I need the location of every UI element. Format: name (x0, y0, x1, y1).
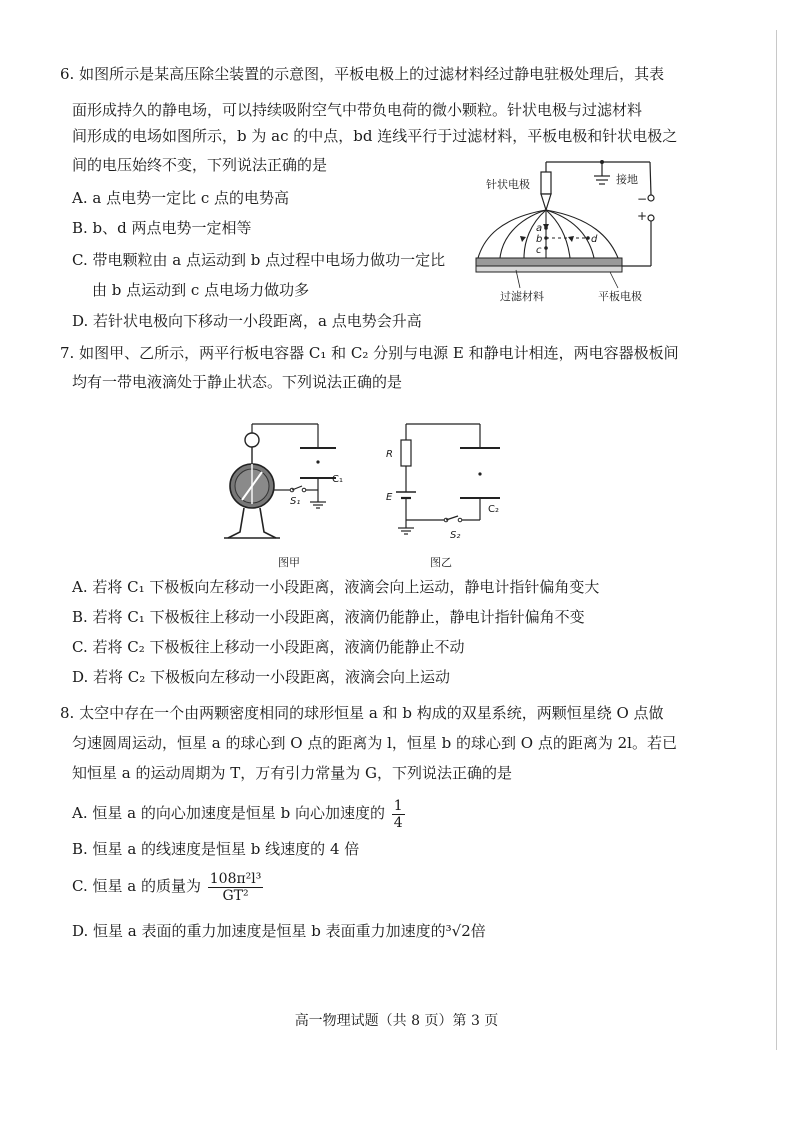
q6-option-c-line-1: C. 带电颗粒由 a 点运动到 b 点过程中电场力做功一定比 (72, 251, 446, 269)
q6-option-d: D. 若针状电极向下移动一小段距离，a 点电势会升高 (72, 312, 422, 330)
point-b-label: b (536, 234, 543, 245)
circuit-figure (386, 424, 500, 569)
q7-option-d: D. 若将 C₂ 下极板向左移动一小段距离，液滴会向上运动 (72, 668, 451, 686)
filter-material-label: 过滤材料 (500, 290, 544, 303)
q8-stem-line-2: 匀速圆周运动，恒星 a 的球心到 O 点的距离为 l，恒星 b 的球心到 O 点的距离为 2l。若已 (72, 734, 677, 752)
fraction-numerator: 1 (393, 797, 403, 814)
r-label: R (386, 449, 393, 460)
q6-option-b: B. b、d 两点电势一定相等 (72, 219, 252, 237)
q8-option-b: B. 恒星 a 的线速度是恒星 b 线速度的 4 倍 (72, 840, 360, 858)
q6-stem-line-4: 间的电压始终不变，下列说法正确的是 (72, 156, 328, 174)
q8-option-c (72, 868, 265, 904)
fraction-denominator: GT² (222, 887, 249, 904)
q6-stem-line-1: 6. 如图所示是某高压除尘装置的示意图，平板电极上的过滤材料经过静电驻极处理后，其表 (60, 65, 665, 83)
q8-option-d (72, 921, 486, 941)
point-a-label: a (536, 223, 543, 234)
q8-option-a-text: A. 恒星 a 的向心加速度是恒星 b 向心加速度的 (72, 804, 385, 822)
q7-stem-line-1: 7. 如图甲、乙所示，两平行板电容器 C₁ 和 C₂ 分别与电源 E 和静电计相连，两电容器极板间 (60, 344, 679, 362)
q8-option-d-suffix: 倍 (470, 922, 486, 940)
q6-stem-line-2: 面形成持久的静电场，可以持续吸附空气中带负电荷的微小颗粒。针状电极与过滤材料 (72, 101, 643, 119)
fraction-numerator: 108π²l³ (209, 870, 262, 887)
q6-option-c-line-2: 由 b 点运动到 c 点电场力做功多 (92, 281, 310, 299)
point-c-label: c (536, 245, 542, 256)
c2-label: C₂ (488, 504, 499, 515)
fraction-denominator: 4 (393, 814, 403, 831)
q8-option-c-text: C. 恒星 a 的质量为 (72, 877, 201, 895)
needle-electrode-label: 针状电极 (486, 178, 530, 191)
q8-stem-line-1: 8. 太空中存在一个由两颗密度相同的球形恒星 a 和 b 构成的双星系统，两颗恒星绕 O 点做 (60, 704, 664, 722)
s1-label: S₁ (290, 496, 301, 507)
point-d-label: d (591, 234, 598, 245)
q8-stem-line-3: 知恒星 a 的运动周期为 T，万有引力常量为 G，下列说法正确的是 (72, 764, 513, 782)
q8-option-d-text: D. 恒星 a 表面的重力加速度是恒星 b 表面重力加速度的 (72, 922, 446, 940)
s2-label: S₂ (450, 530, 461, 541)
q8-option-a-fraction (392, 798, 405, 831)
q7-stem-line-2: 均有一带电液滴处于静止状态。下列说法正确的是 (72, 373, 403, 391)
plus-terminal-label: + (637, 209, 648, 223)
q7-option-c: C. 若将 C₂ 下极板往上移动一小段距离，液滴仍能静止不动 (72, 638, 465, 656)
q6-dust-collector-diagram (470, 158, 670, 308)
q6-stem-line-3: 间形成的电场如图所示，b 为 ac 的中点，bd 连线平行于过滤材料，平板电极和针状电极之 (72, 127, 678, 145)
q8-option-a (72, 795, 407, 831)
q7-option-b: B. 若将 C₁ 下极板往上移动一小段距离，液滴仍能静止，静电计指针偏角不变 (72, 608, 585, 626)
q6-option-a: A. a 点电势一定比 c 点的电势高 (72, 189, 290, 207)
q7-capacitor-diagrams (220, 420, 530, 570)
q7-option-a: A. 若将 C₁ 下极板向左移动一小段距离，液滴会向上运动，静电计指针偏角变大 (72, 578, 600, 596)
cube-root-expression: ³√2 (445, 922, 471, 940)
figure-yi-caption: 图乙 (430, 556, 452, 569)
minus-terminal-label: − (637, 192, 648, 206)
plate-electrode-label: 平板电极 (598, 290, 642, 303)
ground-label: 接地 (616, 173, 638, 186)
electroscope-figure (224, 424, 343, 569)
e-label: E (386, 492, 393, 503)
c1-label: C₁ (332, 474, 343, 485)
q8-option-c-fraction (208, 871, 264, 904)
figure-jia-caption: 图甲 (278, 556, 300, 569)
page-footer: 高一物理试题（共 8 页）第 3 页 (294, 1013, 499, 1029)
margin-rule (776, 30, 777, 1050)
